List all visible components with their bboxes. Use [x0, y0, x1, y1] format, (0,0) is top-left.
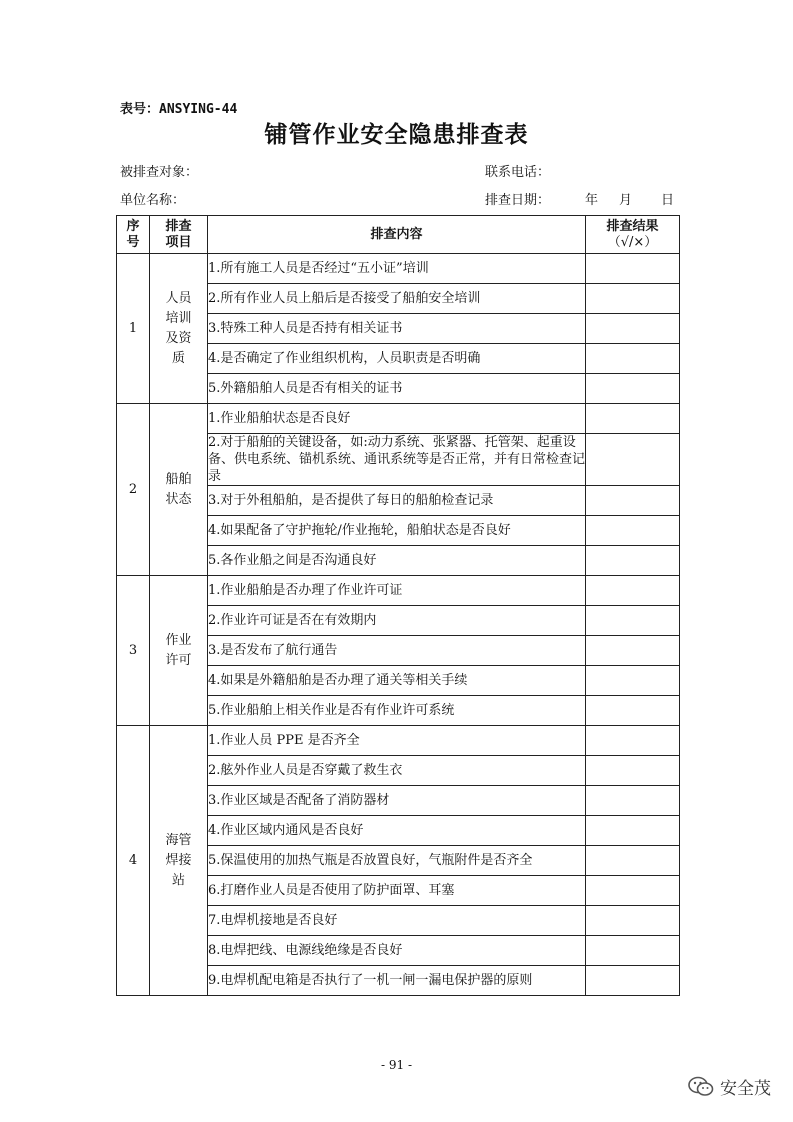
table-row: [117, 254, 680, 284]
check-item: 2.对于船舶的关键设备，如:动力系统、张紧器、托管架、起重设备、供电系统、锚机系统、通讯系统等是否正常，并有日常检查记录: [208, 435, 586, 484]
section-seq: 3: [117, 576, 150, 726]
check-item: 1.作业船舶状态是否良好: [208, 404, 586, 434]
check-item: 2.舷外作业人员是否穿戴了救生衣: [208, 756, 586, 786]
check-item: 5.作业船舶上相关作业是否有作业许可系统: [208, 696, 586, 726]
check-item: 5.各作业船之间是否沟通良好: [208, 546, 586, 576]
result-cell[interactable]: [586, 606, 680, 636]
check-item: 4.作业区域内通风是否良好: [208, 816, 586, 846]
result-cell[interactable]: [586, 486, 680, 516]
check-item: 8.电焊把线、电源线绝缘是否良好: [208, 936, 586, 966]
section-project-label: 船舶状态: [165, 471, 192, 507]
result-cell[interactable]: [586, 756, 680, 786]
result-cell[interactable]: [586, 936, 680, 966]
header-content: 排查内容: [208, 216, 586, 254]
table-row: [117, 404, 680, 434]
header-seq: 序号: [117, 216, 150, 254]
check-item: 3.特殊工种人员是否持有相关证书: [208, 314, 586, 344]
result-cell[interactable]: [586, 876, 680, 906]
check-item: 1.作业船舶是否办理了作业许可证: [208, 576, 586, 606]
result-cell[interactable]: [586, 786, 680, 816]
form-number: 表号：ANSYING-44: [120, 102, 238, 117]
result-cell[interactable]: [586, 666, 680, 696]
result-cell[interactable]: [586, 696, 680, 726]
day-label: 日: [661, 193, 675, 208]
section-project: [150, 254, 208, 404]
inspection-table: [116, 215, 680, 996]
check-item: 5.外籍船舶人员是否有相关的证书: [208, 374, 586, 404]
check-item: 9.电焊机配电箱是否执行了一机一闸一漏电保护器的原则: [208, 966, 586, 996]
month-label: 月: [619, 193, 633, 208]
section-seq: 2: [117, 404, 150, 576]
date-label: 排查日期：: [485, 193, 551, 208]
result-cell[interactable]: [586, 576, 680, 606]
check-item: 7.电焊机接地是否良好: [208, 906, 586, 936]
header-result: 排查结果 （√/×）: [586, 216, 680, 254]
table-body: [117, 254, 680, 996]
result-cell[interactable]: [586, 374, 680, 404]
check-item: 1.作业人员 PPE 是否齐全: [208, 726, 586, 756]
result-cell[interactable]: [586, 254, 680, 284]
result-cell[interactable]: [586, 516, 680, 546]
section-project: [150, 404, 208, 576]
result-cell[interactable]: [586, 846, 680, 876]
section-project: [150, 726, 208, 996]
check-item: 1.所有施工人员是否经过“五小证”培训: [208, 254, 586, 284]
section-project: [150, 576, 208, 726]
watermark: [688, 1074, 771, 1099]
result-cell[interactable]: [586, 434, 680, 486]
check-item: 4.是否确定了作业组织机构，人员职责是否明确: [208, 344, 586, 374]
check-item: 3.作业区域是否配备了消防器材: [208, 786, 586, 816]
page-number: - 91 -: [380, 1058, 412, 1072]
check-item: 2.所有作业人员上船后是否接受了船舶安全培训: [208, 284, 586, 314]
wechat-icon: [688, 1076, 714, 1098]
check-item: 3.对于外租船舶，是否提供了每日的船舶检查记录: [208, 486, 586, 516]
result-cell[interactable]: [586, 966, 680, 996]
result-cell[interactable]: [586, 546, 680, 576]
table-header-row: [117, 216, 680, 254]
unit-label: 单位名称：: [120, 193, 186, 208]
watermark-text: 安全茂: [720, 1079, 771, 1099]
section-project-label: 作业许可: [165, 632, 192, 668]
result-cell[interactable]: [586, 906, 680, 936]
section-project-label: 海管焊接站: [165, 832, 192, 888]
page-title: 铺管作业安全隐患排查表: [264, 122, 529, 148]
header-project: 排查项目: [150, 216, 208, 254]
target-label: 被排查对象：: [120, 165, 199, 180]
check-item: 4.如果配备了守护拖轮/作业拖轮，船舶状态是否良好: [208, 516, 586, 546]
check-item: 4.如果是外籍船舶是否办理了通关等相关手续: [208, 666, 586, 696]
result-cell[interactable]: [586, 726, 680, 756]
section-seq: 1: [117, 254, 150, 404]
result-cell[interactable]: [586, 816, 680, 846]
result-cell[interactable]: [586, 314, 680, 344]
phone-label: 联系电话：: [485, 165, 551, 180]
result-cell[interactable]: [586, 404, 680, 434]
result-cell[interactable]: [586, 284, 680, 314]
check-item: 5.保温使用的加热气瓶是否放置良好，气瓶附件是否齐全: [208, 846, 586, 876]
year-label: 年: [585, 193, 599, 208]
section-project-label: 人员培训及资质: [165, 290, 192, 366]
section-seq: 4: [117, 726, 150, 996]
check-item: 6.打磨作业人员是否使用了防护面罩、耳塞: [208, 876, 586, 906]
result-cell[interactable]: [586, 636, 680, 666]
result-cell[interactable]: [586, 344, 680, 374]
check-item: 2.作业许可证是否在有效期内: [208, 606, 586, 636]
table-row: [117, 726, 680, 756]
check-item: 3.是否发布了航行通告: [208, 636, 586, 666]
table-row: [117, 576, 680, 606]
